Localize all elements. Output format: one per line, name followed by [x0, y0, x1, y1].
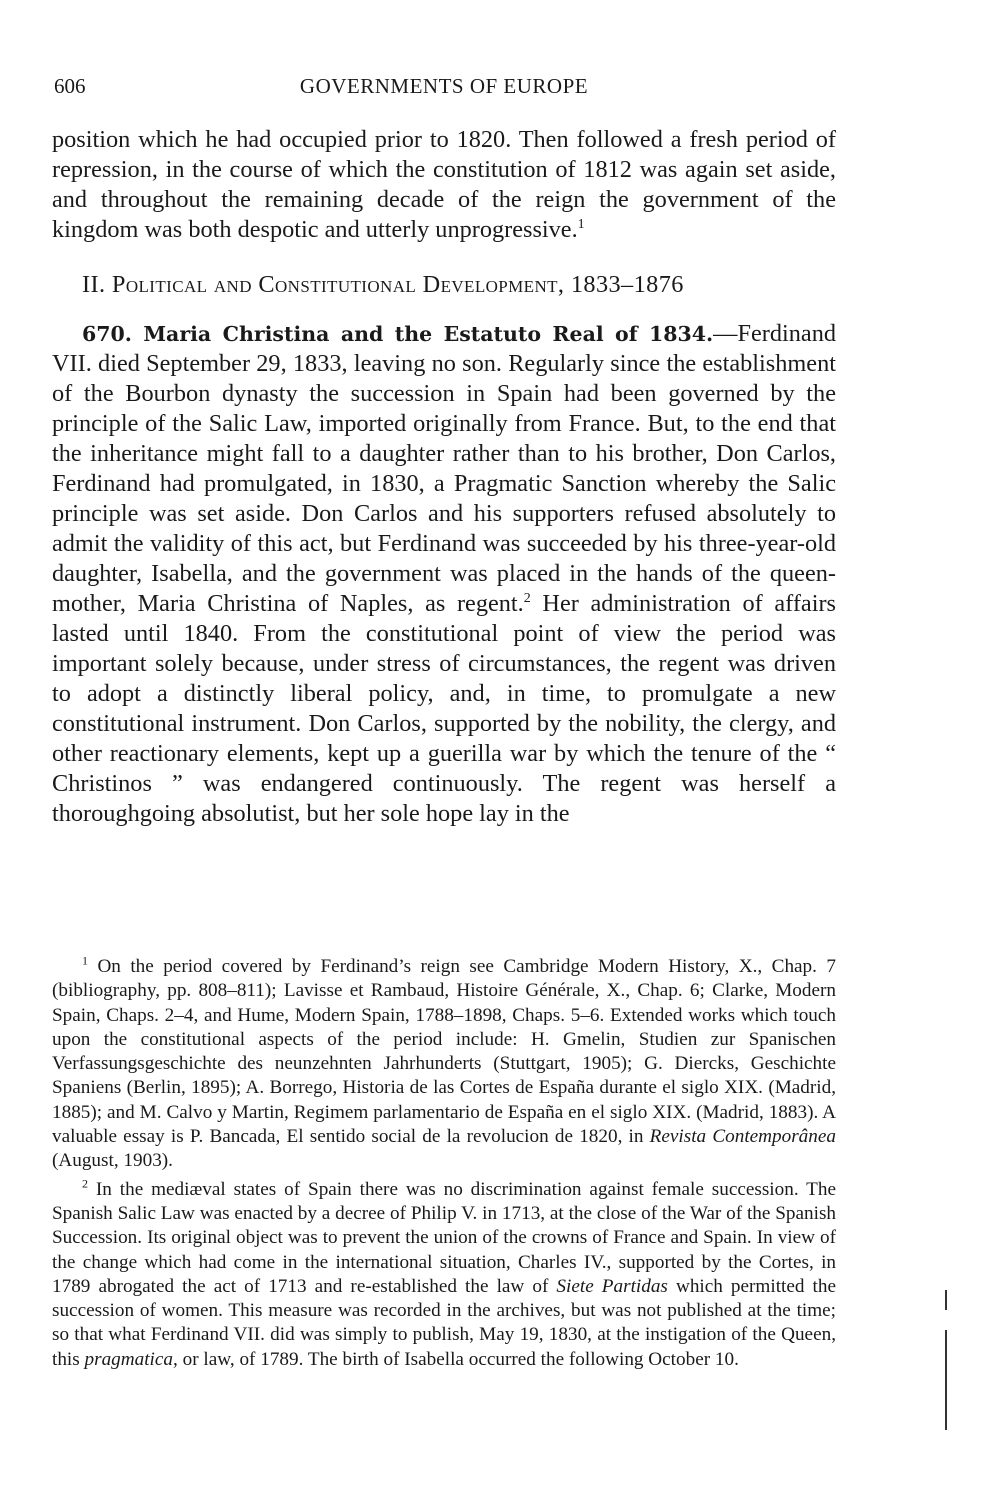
footnote-1 [52, 955, 836, 1174]
running-title: GOVERNMENTS OF EUROPE [299, 74, 589, 98]
page-number: 606 [54, 74, 86, 98]
footnote-ref-2[interactable]: 2 [523, 590, 531, 606]
footnote-text: In the mediæval states of Spain there was no discrimination against female succession. The Spanish Salic Law was enacted by a decree of Philip V. in 1713, at the close of the War of the Spanish Succession. Its original object was to prevent the union of the crowns of France and Spain. In view of the change which had come in the international situation, Charles IV., supported by the Cortes, in 1789 abrogated the act of 1713 and re-established the law of [52, 1178, 836, 1297]
continuation-paragraph [52, 125, 836, 245]
footnote-text: which permitted the succession of women. This measure was recorded in the archives, but was not published at the time; so that what Ferdinand VII. did was simply to publish, May 19, 1830, at the instigation of the Queen, this [52, 1275, 836, 1370]
paragraph-heading: 670. Maria Christina and the Estatuto Real of 1834. [82, 322, 714, 346]
body-text [52, 125, 836, 829]
paragraph-text-b: Her administration of affairs lasted until 1840. From the constitutional point of view the period was important solely because, under stress of circumstances, the regent was driven to adopt a distinctly liberal policy, and, in time, to promulgate a new constitutional instrument. Don Carlos, supported by the nobility, the clergy, and other reactionary elements, kept up a guerilla war by which the tenure of the “ Christinos ” was endangered continuously. The regent was herself a thoroughgoing absolutist, but her sole hope lay in the [52, 590, 836, 827]
footnotes [52, 955, 836, 1376]
margin-mark [945, 1290, 947, 1310]
footnote-2 [52, 1178, 836, 1372]
section-heading: II. Political and Constitutional Development, 1833–1876 [82, 271, 684, 298]
footnote-italic-title: Revista Contemporânea [649, 1126, 836, 1148]
footnote-marker: 1 [82, 953, 88, 968]
continuation-text: position which he had occupied prior to 1820. Then followed a fresh period of repression, in the course of which the constitution of 1812 was again set aside, and throughout the remaining decade of the reign the government of the kingdom was both despotic and utterly unprogressive. [52, 126, 836, 243]
margin-mark [945, 1330, 947, 1430]
footnote-text: On the period covered by Ferdinand’s reign see Cambridge Modern History, X., Chap. 7 (bibliography, pp. 808–811); Lavisse et Rambaud, Histoire Générale, X., Chap. 6; Clarke, Modern Spain, Chaps. 2–4, and Hume, Modern Spain, 1788–1898, Chaps. 5–6. Extended works which touch upon the constitutional aspects of the period include: H. Gmelin, Studien zur Spanischen Verfassungsgeschichte des neunzehnten Jahrhunderts (Stuttgart, 1905); G. Diercks, Geschichte Spaniens (Berlin, 1895); A. Borrego, Historia de las Cortes de España durante el siglo XIX. (Madrid, 1885); and M. Calvo y Martin, Regimem parlamentario de España en el siglo XIX. (Madrid, 1883). A valuable essay is P. Bancada, El sentido social de la revolucion de 1820, in [52, 956, 836, 1148]
footnote-ref-1[interactable]: 1 [577, 216, 585, 232]
footnote-text: (August, 1903). [52, 1150, 173, 1172]
running-head [52, 74, 836, 104]
footnote-italic-title: Siete Partidas [556, 1275, 668, 1297]
footnote-text: , or law, of 1789. The birth of Isabella occurred the following October 10. [173, 1348, 739, 1370]
footnote-marker: 2 [82, 1176, 88, 1191]
footnote-italic-term: pragmatica [84, 1348, 174, 1370]
paragraph-670 [52, 319, 836, 829]
paragraph-text-a: —Ferdinand VII. died September 29, 1833, leaving no son. Regularly since the establishment of the Bourbon dynasty the succession in Spain had been governed by the principle of the Salic Law, imported originally from France. But, to the end that the inheritance might fall to a daughter rather than to his brother, Don Carlos, Ferdinand had promulgated, in 1830, a Pragmatic Sanction whereby the Salic principle was set aside. Don Carlos and his supporters refused absolutely to admit the validity of this act, but Ferdinand was succeeded by his three-year-old daughter, Isabella, and the government was placed in the hands of the queen-mother, Maria Christina of Naples, as regent. [52, 320, 836, 617]
